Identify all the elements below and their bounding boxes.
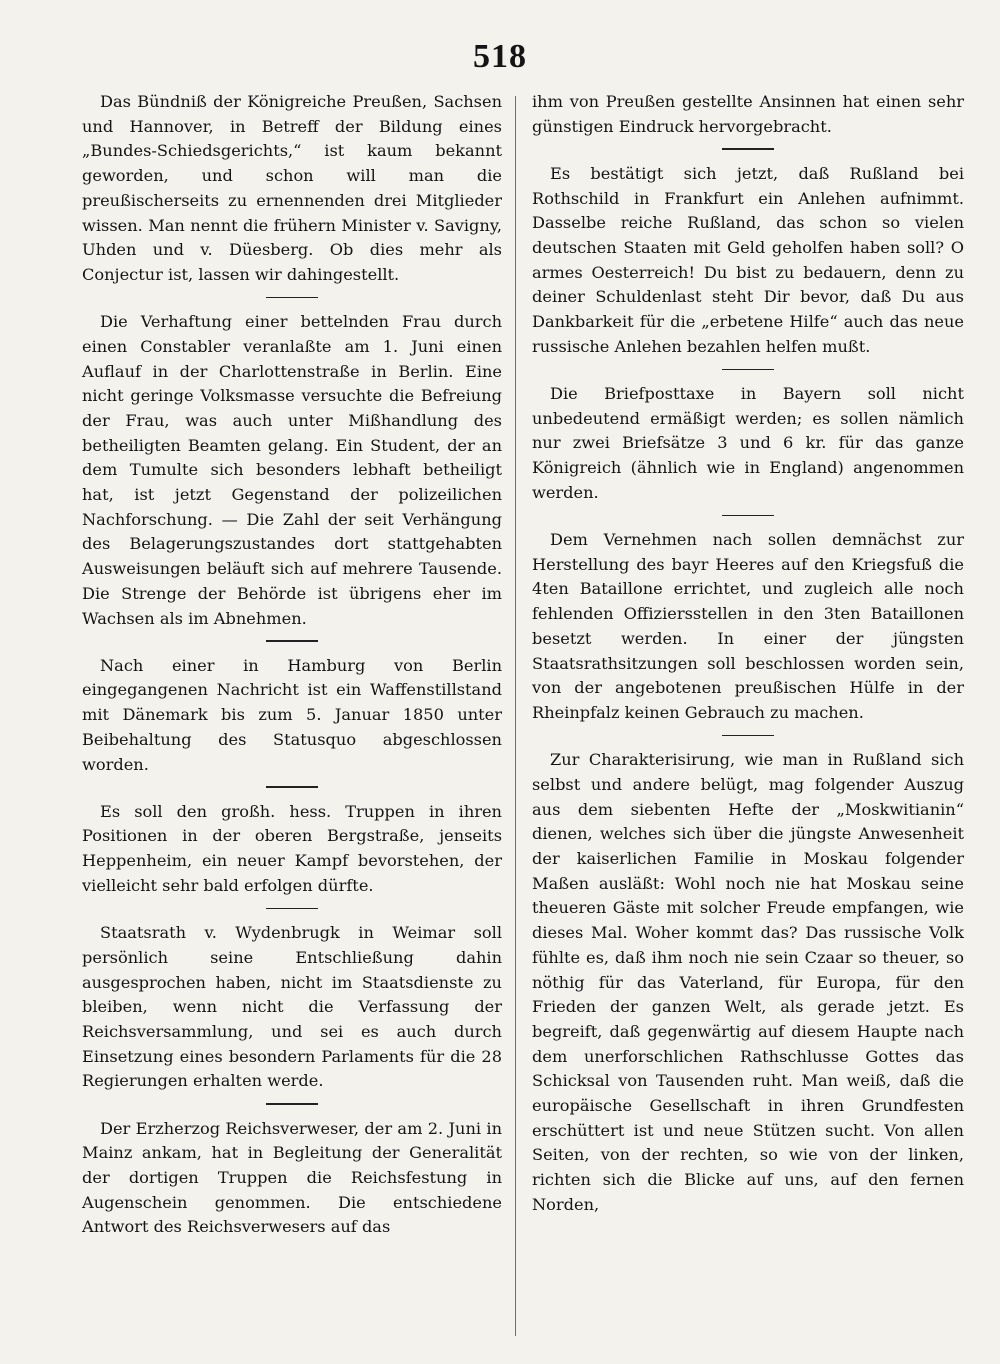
article-bundesschiedsgericht: Das Bündniß der Königreiche Preußen, Sachsen und Hannover, in Betreff der Bildung eines „Bundes-Schiedsgerichts,“ ist kaum bekannt geworden, und schon will man die preußischerseits zu ernennenden drei Mitglieder wissen. Man nennt die frühern Minister v. Savigny, Uhden und v. Düesberg. Ob dies mehr als Conjectur ist, lassen wir dahingestellt. — [82, 92, 502, 284]
article-russland-anlehen: Es bestätigt sich jetzt, daß Rußland bei Rothschild in Frankfurt ein Anlehen aufnimmt. Dasselbe reiche Rußland, das schon so vielen deutschen Staaten mit Geld geholfen haben soll? O armes Oesterreich! Du bist zu bedauern, denn zu deiner Schuldenlast steht Dir bevor, daß Du aus Dankbarkeit für die „erbetene Hilfe“ auch das neue russische Anlehen bezahlen helfen mußt. — [532, 163, 964, 356]
article-briefposttaxe: Die Briefposttaxe in Bayern soll nicht unbedeutend ermäßigt werden; es sollen nämlich nur zwei Briefsätze 3 und 6 kr. für das ganze Königreich (ähnlich wie in England) angenommen werden. — [532, 384, 964, 502]
left-column — [82, 90, 502, 1240]
article-reichsverweser-continued: ihm von Preußen gestellte Ansinnen hat einen sehr günstigen Eindruck hervorgebracht. — [532, 92, 964, 136]
article-reichsverweser: Der Erzherzog Reichsverweser, der am 2. Juni in Mainz ankam, hat in Begleitung der Generalität der dortigen Truppen die Reichsfestung in Augenschein genommen. Die entschiedene Antwort des Reichsverwesers auf das — [82, 1118, 502, 1237]
article-hess-truppen: Es soll den großh. hess. Truppen in ihren Positionen in der oberen Bergstraße, jenseits Heppenheim, ein neuer Kampf bevorstehen, der vielleicht sehr bald erfolgen dürfte. — [82, 801, 502, 895]
column-divider — [515, 96, 516, 1336]
article-moskwitianin: Zur Charakterisirung, wie man in Rußland sich selbst und andere belügt, mag folgender Auszug aus dem siebenten Hefte der „Moskwitianin“ dienen, welches sich über die jüngste Anwesenheit der kaiserlichen Familie in Moskau folgender Maßen ausläßt: Wohl noch nie hat Moskau seine theueren Gäste mit solcher Freude empfangen, wie dieses Mal. Woher kommt das? Das russische Volk fühlte es, daß ihm noch nie sein Czaar so theuer, so nöthig für das Vaterland, für Europa, für den Frieden der ganzen Welt, als gerade jetzt. Es begreift, daß gegenwärtig auf diesem Haupte nach dem unerforschlichen Rathschlusse Gottes das Schicksal von Tausenden ruht. Man weiß, daß die europäische Gesellschaft in ihren Grundfesten erschüttert ist und neue Stützen sucht. Von allen Seiten, von der rechten, so wie von der linken, richten sich die Blicke auf uns, auf den fernen Norden, — [532, 750, 964, 1214]
article-separator — [722, 369, 774, 371]
article-bayr-heer: Dem Vernehmen nach sollen demnächst zur Herstellung des bayr Heeres auf den Kriegsfuß die 4ten Bataillone errichtet, und zugleich alle noch fehlenden Offiziersstellen in den 3ten Bataillonen besetzt werden. In einer der jüngsten Staatsrathsitzungen soll beschlossen worden sein, von der angebotenen preußischen Hülfe in der Rheinpfalz keinen Gebrauch zu machen. — [532, 530, 964, 722]
article-wydenbrugk: Staatsrath v. Wydenbrugk in Weimar soll persönlich seine Entschließung dahin ausgesprochen haben, nicht im Staatsdienste zu bleiben, wenn nicht die Verfassung der Reichsversammlung, und sei es auch durch Einsetzung eines besondern Parlaments für die 28 Regierungen erhalten werde. — [82, 923, 502, 1091]
article-separator — [722, 735, 774, 737]
article-separator — [266, 786, 318, 788]
article-separator — [266, 908, 318, 910]
right-column — [532, 90, 964, 1218]
article-separator — [722, 148, 774, 150]
article-separator — [266, 640, 318, 642]
page-number: 518 — [473, 38, 527, 75]
article-verhaftung-berlin: Die Verhaftung einer bettelnden Frau durch einen Constabler veranlaßte am 1. Juni einen Auflauf in der Charlottenstraße in Berlin. Eine nicht geringe Volksmasse versuchte die Befreiung der Frau, was auch unter Mißhandlung des betheiligten Beamten gelang. Ein Student, der an dem Tumulte sich besonders lebhaft betheiligt hat, ist jetzt Gegenstand der polizeilichen Nachforschung. — Die Zahl der seit Verhängung des Belagerungszustandes dort stattgehabten Ausweisungen beläuft sich auf mehrere Tausende. Die Strenge der Behörde ist übrigens eher im Wachsen als im Abnehmen. — [82, 312, 502, 628]
article-separator — [266, 297, 318, 299]
article-separator — [266, 1103, 318, 1105]
article-waffenstillstand: Nach einer in Hamburg von Berlin eingegangenen Nachricht ist ein Waffenstillstand mit Dänemark bis zum 5. Januar 1850 unter Beibehaltung des Statusquo abgeschlossen worden. — [82, 655, 502, 774]
article-separator — [722, 515, 774, 517]
